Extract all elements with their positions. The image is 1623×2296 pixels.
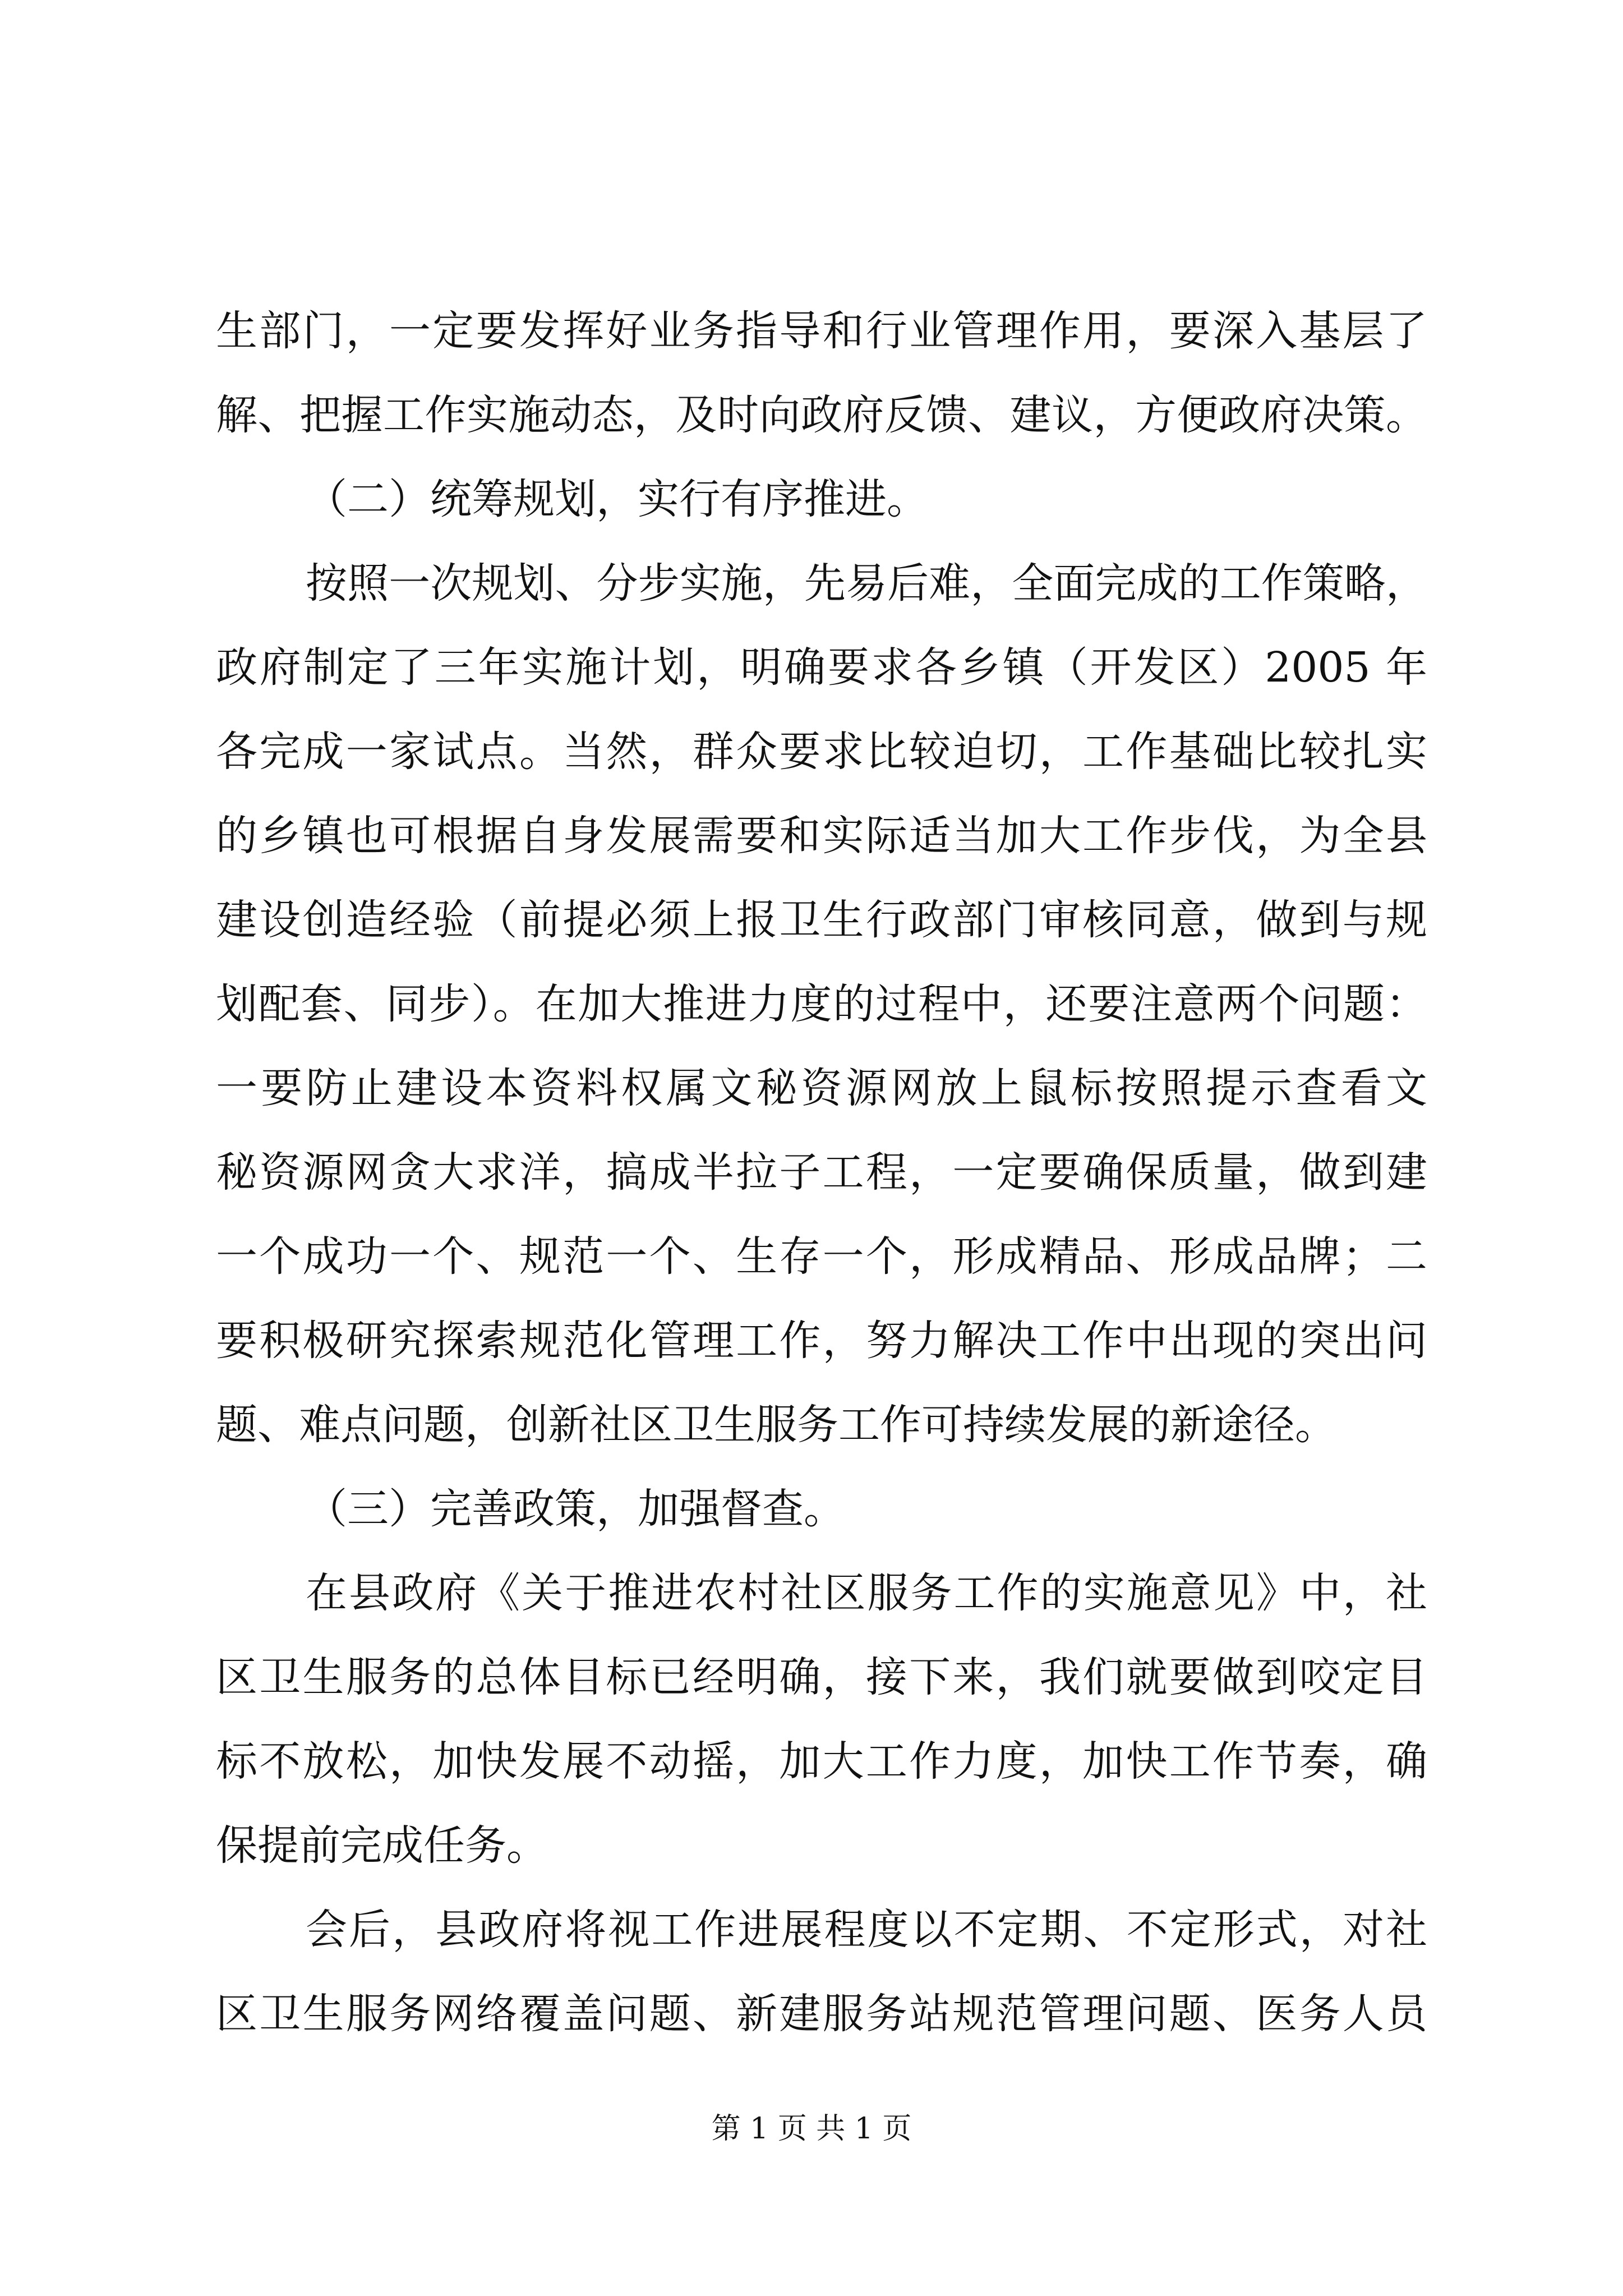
body-line: 划配套、同步）。在加大推进力度的过程中，还要注意两个问题：	[216, 980, 1427, 1028]
body-line: 标不放松，加快发展不动摇，加大工作力度，加快工作节奏，确	[216, 1737, 1427, 1786]
page-number-footer: 第 1 页 共 1 页	[711, 2112, 912, 2146]
body-line: 一要防止建设本资料权属文秘资源网放上鼠标按照提示查看文	[216, 1064, 1427, 1112]
body-line: 政府制定了三年实施计划，明确要求各乡镇（开发区）2005 年	[216, 643, 1427, 692]
body-line: 区卫生服务的总体目标已经明确，接下来，我们就要做到咬定目	[216, 1653, 1427, 1701]
body-line: 生部门，一定要发挥好业务指导和行业管理作用，要深入基层了	[216, 307, 1427, 355]
body-line: 一个成功一个、规范一个、生存一个，形成精品、形成品牌；二	[216, 1232, 1427, 1281]
body-line: 解、把握工作实施动态，及时向政府反馈、建议，方便政府决策。	[216, 391, 1427, 439]
body-line: 在县政府《关于推进农村社区服务工作的实施意见》中，社	[306, 1569, 1427, 1617]
body-line: 按照一次规划、分步实施，先易后难，全面完成的工作策略，	[306, 559, 1427, 608]
body-line: 要积极研究探索规范化管理工作，努力解决工作中出现的突出问	[216, 1317, 1427, 1365]
section-heading: （三）完善政策，加强督查。	[306, 1485, 845, 1533]
section-heading: （二）统筹规划，实行有序推进。	[306, 475, 928, 523]
body-line: 秘资源网贪大求洋，搞成半拉子工程，一定要确保质量，做到建	[216, 1148, 1427, 1197]
body-line: 各完成一家试点。当然，群众要求比较迫切，工作基础比较扎实	[216, 728, 1427, 776]
body-line: 建设创造经验（前提必须上报卫生行政部门审核同意，做到与规	[216, 896, 1427, 944]
body-line: 区卫生服务网络覆盖问题、新建服务站规范管理问题、医务人员	[216, 1990, 1427, 2038]
body-line: 题、难点问题，创新社区卫生服务工作可持续发展的新途径。	[216, 1401, 1336, 1449]
body-line: 会后，县政府将视工作进展程度以不定期、不定形式，对社	[306, 1906, 1427, 1954]
body-line: 的乡镇也可根据自身发展需要和实际适当加大工作步伐，为全县	[216, 812, 1427, 860]
body-line: 保提前完成任务。	[216, 1821, 548, 1870]
